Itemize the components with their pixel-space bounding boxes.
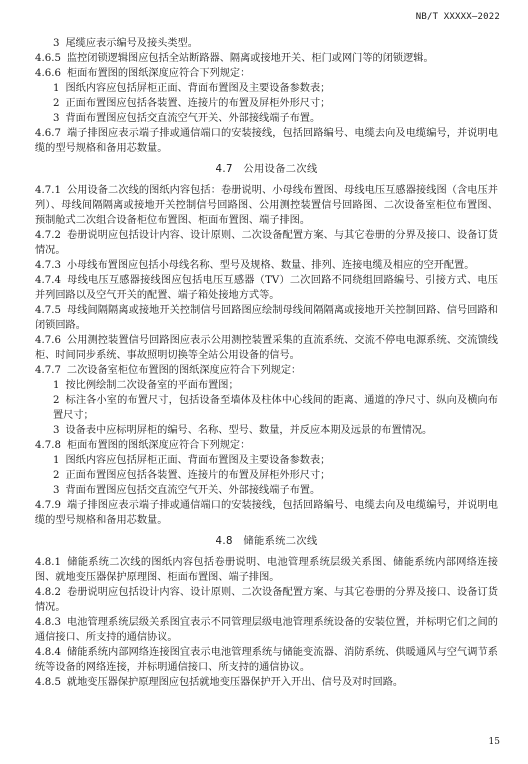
clause-number: 4.8.1 bbox=[35, 557, 61, 568]
clause-text: 二次设备室柜位布置图的图纸深度应符合下列规定： bbox=[66, 365, 302, 376]
clause-text: 公用测控装置信号回路图应表示公用测控装置采集的直流系统、交流不停电电源系统、交流馈线柜、时间同步系统、事故照明切换等全站公用设备的信号。 bbox=[35, 335, 498, 361]
clause-paragraph bbox=[35, 363, 498, 378]
clause-number: 2 bbox=[53, 98, 60, 109]
clause-paragraph bbox=[35, 66, 498, 81]
clause-number: 4.7.3 bbox=[35, 260, 61, 271]
clause-text: 端子排图应表示端子排或通信端口的安装接线，包括回路编号、电缆去向及电缆编号，并说明电缆的型号规格和备用芯数量。 bbox=[35, 500, 498, 526]
clause-text: 图纸内容应包括屏柜正面、背面布置图及主要设备参数表； bbox=[65, 455, 331, 466]
clause-paragraph bbox=[35, 273, 498, 303]
clause-paragraph bbox=[35, 615, 498, 645]
clause-paragraph bbox=[35, 333, 498, 363]
clause-text: 端子排图应表示端子排或通信端口的安装接线，包括回路编号、电缆去向及电缆编号，并说明电缆的型号规格和备用芯数量。 bbox=[35, 128, 498, 154]
clause-paragraph bbox=[35, 126, 498, 156]
clause-text: 标注各小室的布置尺寸，包括设备至墙体及柱体中心线间的距离、通道的净尺寸、纵向及横向布置尺寸； bbox=[53, 395, 498, 421]
clause-number: 3 bbox=[53, 425, 60, 436]
clause-paragraph bbox=[35, 585, 498, 615]
clause-paragraph bbox=[35, 183, 498, 228]
list-item bbox=[35, 378, 498, 393]
list-item bbox=[35, 111, 498, 126]
clause-number: 4.6.6 bbox=[35, 68, 61, 79]
clause-number: 4.8.5 bbox=[35, 677, 61, 688]
clause-number: 4.7.2 bbox=[35, 230, 61, 241]
clause-paragraph bbox=[35, 645, 498, 675]
clause-number: 4.6.5 bbox=[35, 53, 61, 64]
clause-paragraph bbox=[35, 51, 498, 66]
clause-number: 4.7.9 bbox=[35, 500, 61, 511]
clause-number: 3 bbox=[53, 113, 60, 124]
list-item bbox=[35, 423, 498, 438]
clause-text: 设备表中应标明屏柜的编号、名称、型号、数量，并反应本期及远景的布置情况。 bbox=[65, 425, 433, 436]
clause-number: 4.7.7 bbox=[35, 365, 61, 376]
clause-text: 正面布置图应包括各装置、连接片的布置及屏柜外形尺寸； bbox=[65, 98, 331, 109]
clause-paragraph bbox=[35, 555, 498, 585]
clause-text: 按比例绘制二次设备室的平面布置图； bbox=[65, 380, 239, 391]
list-item bbox=[35, 96, 498, 111]
clause-text: 小母线布置图应包括小母线名称、型号及规格、数量、排列、连接电缆及相应的空开配置。 bbox=[66, 260, 475, 271]
clause-number: 4.8.4 bbox=[35, 647, 61, 658]
clause-number: 4.7.4 bbox=[35, 275, 61, 286]
clause-number: 4.6.7 bbox=[35, 128, 61, 139]
clause-text: 卷册说明应包括设计内容、设计原则、二次设备配置方案、与其它卷册的分界及接口、设备订货情况。 bbox=[35, 230, 498, 256]
clause-text: 卷册说明应包括设计内容、设计原则、二次设备配置方案、与其它卷册的分界及接口、设备订货情况。 bbox=[35, 587, 498, 613]
standard-code: NB/T XXXXX—2022 bbox=[415, 12, 500, 22]
clause-number: 3 bbox=[53, 38, 60, 49]
clause-number: 1 bbox=[53, 380, 60, 391]
clause-number: 4.8.3 bbox=[35, 617, 61, 628]
list-item bbox=[35, 36, 498, 51]
clause-number: 2 bbox=[53, 470, 60, 481]
clause-text: 图纸内容应包括屏柜正面、背面布置图及主要设备参数表； bbox=[65, 83, 331, 94]
clause-text: 尾缆应表示编号及接头类型。 bbox=[65, 38, 198, 49]
clause-text: 公用设备二次线的图纸内容包括：卷册说明、小母线布置图、母线电压互感器接线图（含电压并列）、母线间隔隔离或接地开关控制信号回路图、公用测控装置信号回路图、二次设备室柜位布置图、预制舱式二次组合设备柜位布置图、柜面布置图、端子排图。 bbox=[35, 185, 498, 226]
clause-number: 4.7.5 bbox=[35, 305, 61, 316]
clause-text: 正面布置图应包括各装置、连接片的布置及屏柜外形尺寸； bbox=[65, 470, 331, 481]
clause-number: 4.7.6 bbox=[35, 335, 61, 346]
list-item bbox=[35, 81, 498, 96]
clause-paragraph bbox=[35, 438, 498, 453]
section-heading: 4.7 公用设备二次线 bbox=[215, 164, 318, 175]
section-heading: 4.8 储能系统二次线 bbox=[215, 536, 318, 547]
clause-number: 4.7.1 bbox=[35, 185, 61, 196]
clause-number: 1 bbox=[53, 83, 60, 94]
clause-number: 2 bbox=[53, 395, 60, 406]
list-item bbox=[35, 393, 498, 423]
clause-text: 柜面布置图的图纸深度应符合下列规定： bbox=[66, 440, 251, 451]
list-item bbox=[35, 453, 498, 468]
clause-paragraph bbox=[35, 258, 498, 273]
clause-number: 1 bbox=[53, 455, 60, 466]
clause-text: 母线电压互感器接线图应包括电压互感器（TV）二次回路不同绕组回路编号、引接方式、电压并列回路以及空气开关的配置、端子箱处接地方式等。 bbox=[35, 275, 498, 301]
list-item bbox=[35, 468, 498, 483]
clause-text: 电池管理系统层级关系图宜表示不同管理层级电池管理系统设备的安装位置，并标明它们之间的通信接口、所支持的通信协议。 bbox=[35, 617, 498, 643]
clause-number: 4.7.8 bbox=[35, 440, 61, 451]
clause-number: 3 bbox=[53, 485, 60, 496]
clause-text: 储能系统二次线的图纸内容包括卷册说明、电池管理系统层级关系图、储能系统内部网络连接图、就地变压器保护原理图、柜面布置图、端子排图。 bbox=[35, 557, 498, 583]
clause-number: 4.8.2 bbox=[35, 587, 61, 598]
clause-text: 背面布置图应包括交直流空气开关、外部接线端子布置。 bbox=[65, 113, 321, 124]
list-item bbox=[35, 483, 498, 498]
clause-text: 监控闭锁逻辑图应包括全站断路器、隔离或接地开关、柜门或网门等的闭锁逻辑。 bbox=[66, 53, 434, 64]
clause-text: 柜面布置图的图纸深度应符合下列规定： bbox=[66, 68, 251, 79]
document-body bbox=[35, 36, 498, 690]
clause-text: 储能系统内部网络连接图宜表示电池管理系统与储能变流器、消防系统、供暖通风与空气调节系统等设备的网络连接，并标明通信接口、所支持的通信协议。 bbox=[35, 647, 498, 673]
clause-text: 背面布置图应包括交直流空气开关、外部接线端子布置。 bbox=[65, 485, 321, 496]
clause-text: 母线间隔隔离或接地开关控制信号回路图应绘制母线间隔隔离或接地开关控制回路、信号回路和闭锁回路。 bbox=[35, 305, 498, 331]
clause-paragraph bbox=[35, 675, 498, 690]
clause-text: 就地变压器保护原理图应包括就地变压器保护开入开出、信号及对时回路。 bbox=[66, 677, 404, 688]
page-number: 15 bbox=[488, 737, 500, 747]
clause-paragraph bbox=[35, 498, 498, 528]
clause-paragraph bbox=[35, 303, 498, 333]
clause-paragraph bbox=[35, 228, 498, 258]
